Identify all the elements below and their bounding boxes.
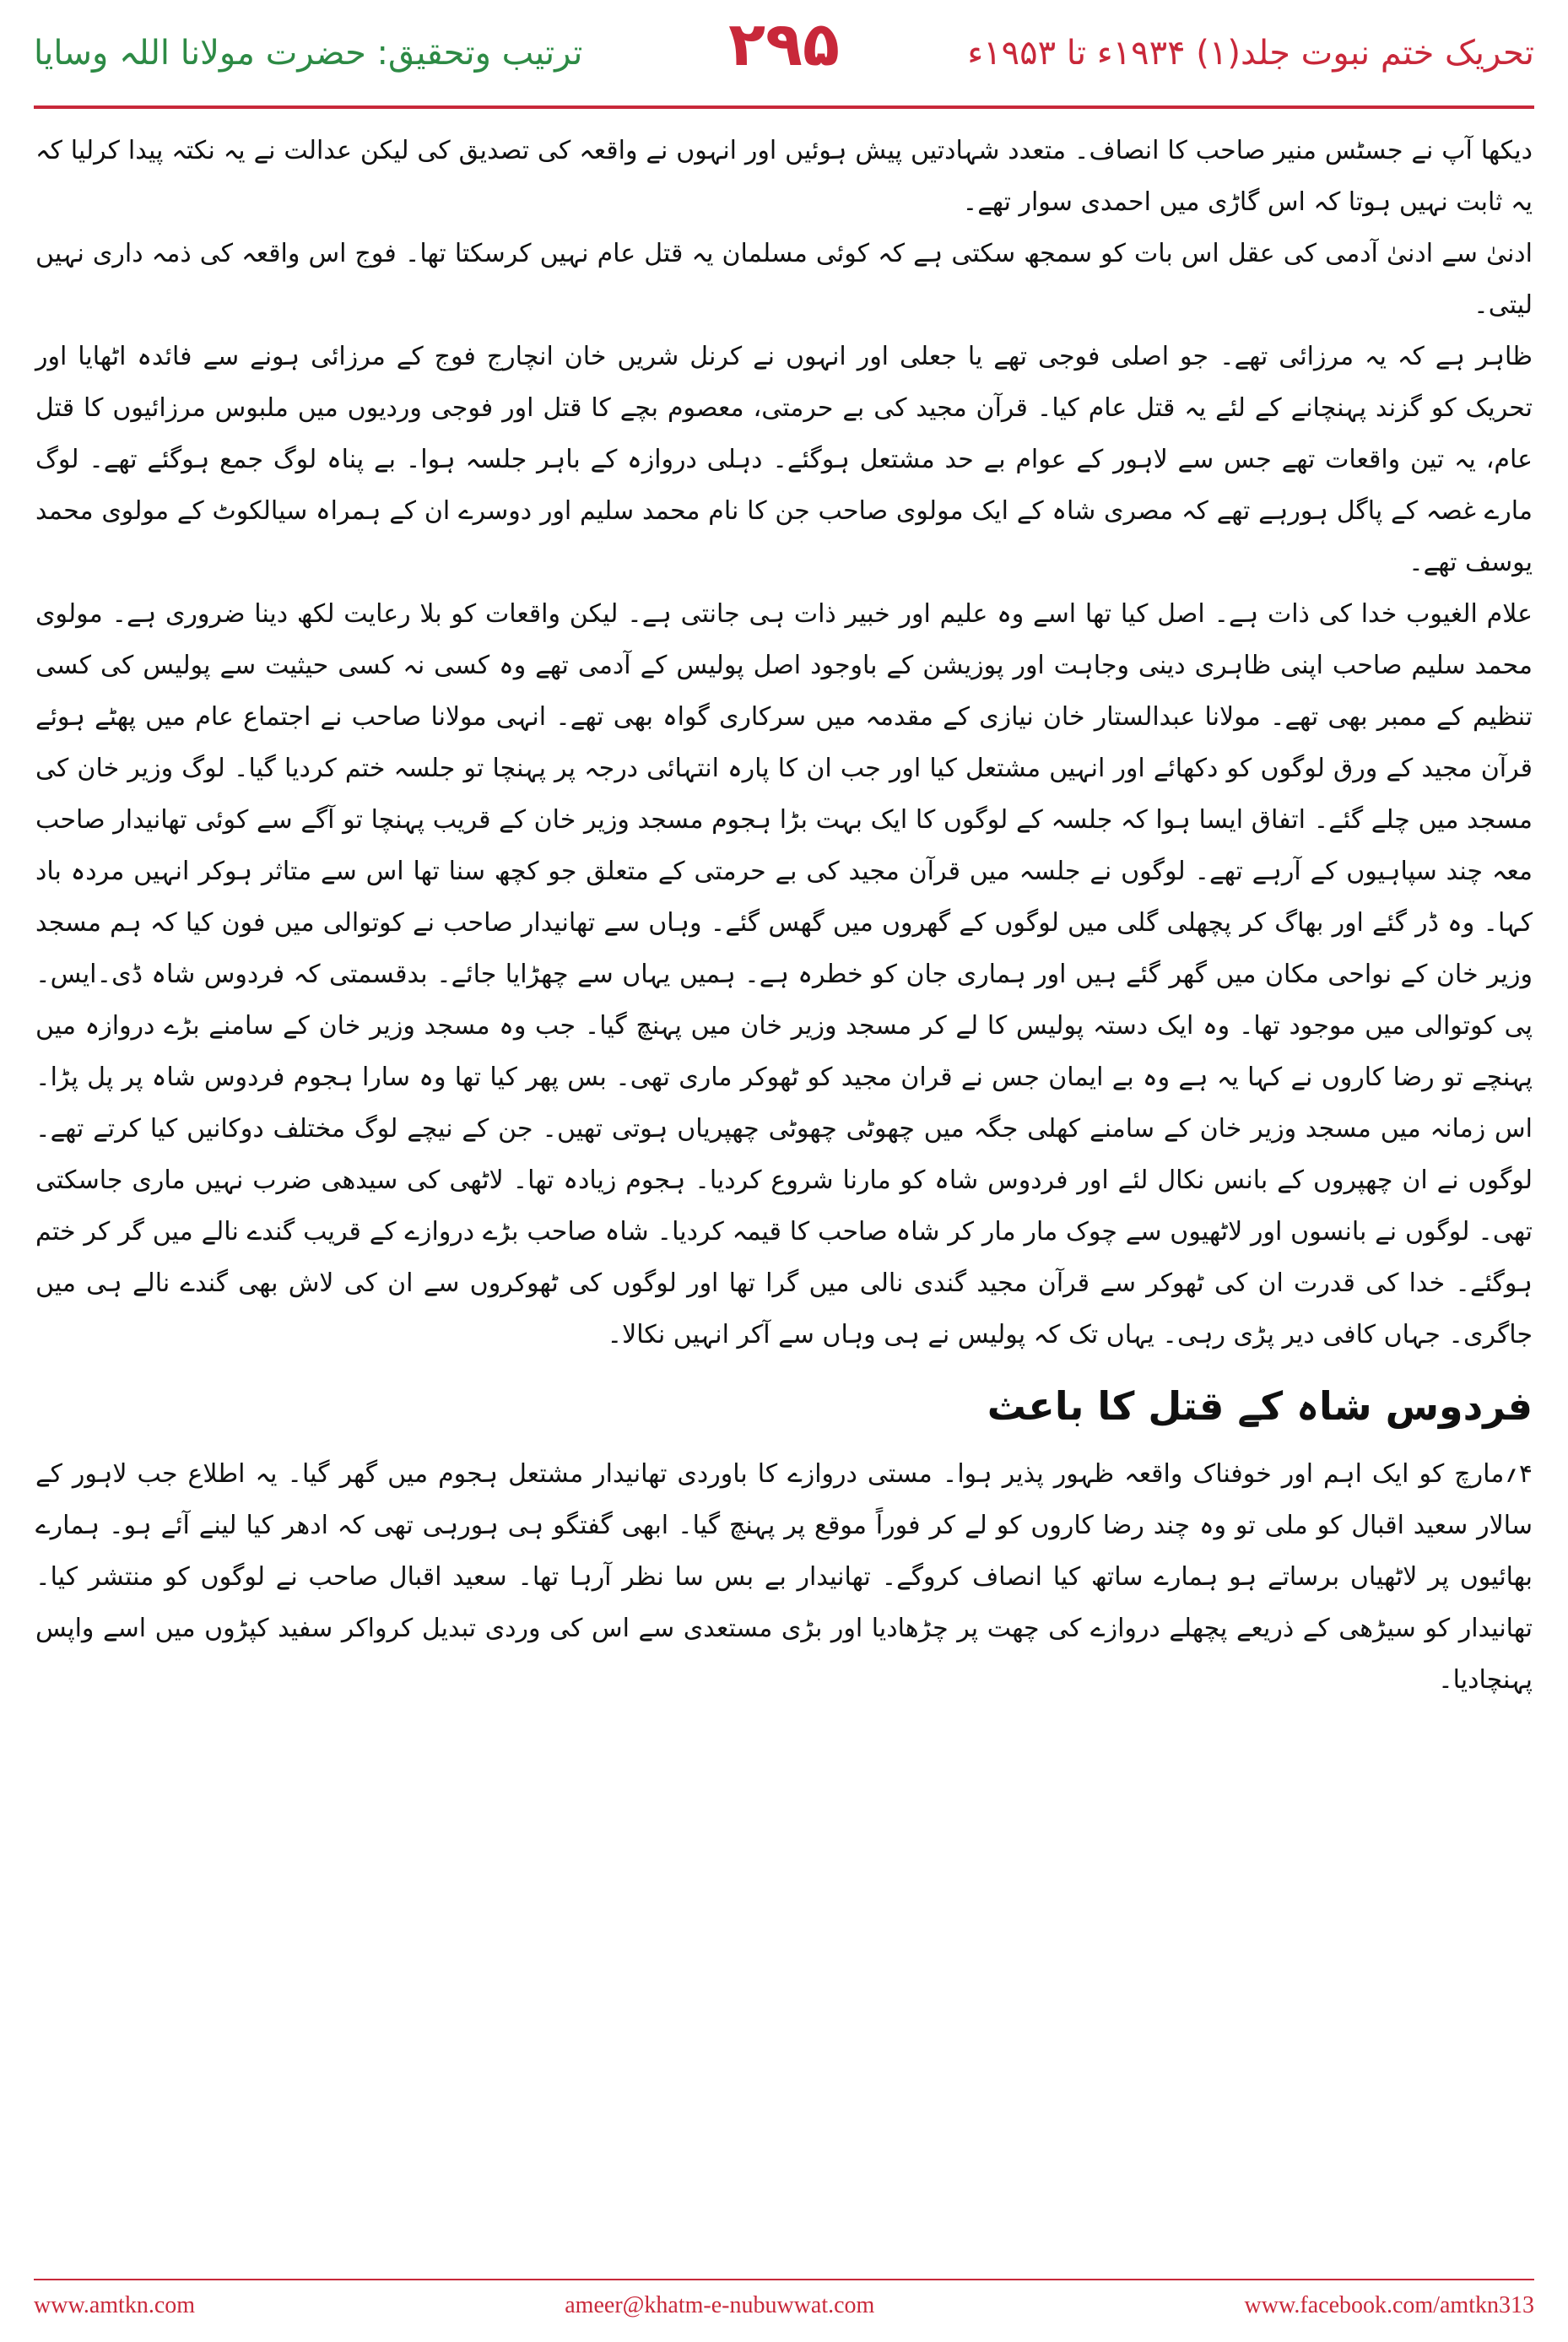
paragraph-3: ظاہر ہے کہ یہ مرزائی تھے۔ جو اصلی فوجی تھے یا جعلی اور انہوں نے کرنل شریں خان انچارج فوج کے مرزائی ہونے سے فائدہ اٹھایا اور تحریک کو گزند پہنچانے کے لئے یہ قتل عام کیا۔ قرآن مجید کی بے حرمتی، معصوم بچے کا قتل اور فوجی وردیوں میں ملبوس مرزائیوں کا قتل عام، یہ تین واقعات تھے جس سے لاہور کے عوام بے حد مشتعل ہوگئے۔ دہلی دروازہ کے باہر جلسہ ہوا۔ بے پناہ لوگ جمع ہوگئے تھے۔ لوگ مارے غصہ کے پاگل ہورہے تھے کہ مصری شاہ کے ایک مولوی صاحب جن کا نام محمد سلیم اور دوسرے ان کے ہمراہ سیالکوٹ کے مولوی محمد یوسف تھے۔ — [35, 342, 1533, 577]
email-link[interactable]: ameer@khatm-e-nubuwwat.com — [565, 2292, 875, 2318]
page-footer — [34, 2289, 1534, 2323]
footer-divider — [34, 2279, 1534, 2280]
paragraph-1: دیکھا آپ نے جسٹس منیر صاحب کا انصاف۔ متعدد شہادتیں پیش ہوئیں اور انہوں نے واقعہ کی تصدیق کی لیکن عدالت نے یہ نکتہ پیدا کرلیا کہ یہ ثابت نہیں ہوتا کہ اس گاڑی میں احمدی سوار تھے۔ — [35, 136, 1533, 217]
compiler-credit: ترتیب وتحقیق: حضرت مولانا اللہ وسایا — [34, 34, 583, 73]
paragraph-2: ادنیٰ سے ادنیٰ آدمی کی عقل اس بات کو سمجھ سکتی ہے کہ کوئی مسلمان یہ قتل عام نہیں کرسکتا تھا۔ فوج اس واقعہ کی ذمہ داری نہیں لیتی۔ — [35, 239, 1533, 320]
paragraph-4: علام الغیوب خدا کی ذات ہے۔ اصل کیا تھا اسے وہ علیم اور خبیر ذات ہی جانتی ہے۔ لیکن واقعات کو بلا رعایت لکھ دینا ضروری ہے۔ مولوی محمد سلیم صاحب اپنی ظاہری دینی وجاہت اور پوزیشن کے باوجود اصل پولیس کے آدمی تھے وہ کسی نہ کسی حیثیت سے پولیس کی کسی تنظیم کے ممبر بھی تھے۔ مولانا عبدالستار خان نیازی کے مقدمہ میں سرکاری گواہ بھی تھے۔ انہی مولانا صاحب نے اجتماع عام میں پھٹے ہوئے قرآن مجید کے ورق لوگوں کو دکھائے اور انہیں مشتعل کیا اور جب ان کا پارہ انتہائی درجہ پر پہنچا تو جلسہ ختم کردیا گیا۔ لوگ وزیر خان کی مسجد میں چلے گئے۔ اتفاق ایسا ہوا کہ جلسہ کے لوگوں کا ایک بہت بڑا ہجوم مسجد وزیر خان کے قریب پہنچا تو آگے سے کوئی تھانیدار صاحب معہ چند سپاہیوں کے آرہے تھے۔ لوگوں نے جلسہ میں قرآن مجید کی بے حرمتی کے متعلق جو کچھ سنا تھا اس سے متاثر ہوکر انہیں مردہ باد کہا۔ وہ ڈر گئے اور بھاگ کر پچھلی گلی میں لوگوں کے گھروں میں گھس گئے۔ وہاں سے تھانیدار صاحب نے کوتوالی میں فون کیا کہ ہم مسجد وزیر خان کے نواحی مکان میں گھر گئے ہیں اور ہماری جان کو خطرہ ہے۔ ہمیں یہاں سے چھڑایا جائے۔ بدقسمتی کہ فردوس شاہ ڈی۔ایس۔پی کوتوالی میں موجود تھا۔ وہ ایک دستہ پولیس کا لے کر مسجد وزیر خان میں پہنچ گیا۔ جب وہ مسجد وزیر خان کے سامنے بڑے دروازہ میں پہنچے تو رضا کاروں نے کہا یہ ہے وہ بے ایمان جس نے قران مجید کو ٹھوکر ماری تھی۔ بس پھر کیا تھا وہ سارا ہجوم فردوس شاہ پر پل پڑا۔ اس زمانہ میں مسجد وزیر خان کے سامنے کھلی جگہ میں چھوٹی چھوٹی چھپریاں ہوتی تھیں۔ جن کے نیچے لوگ مختلف دوکانیں کیا کرتے تھے۔ لوگوں نے ان چھپروں کے بانس نکال لئے اور فردوس شاہ کو مارنا شروع کردیا۔ ہجوم زیادہ تھا۔ لاٹھی کی سیدھی ضرب نہیں ماری جاسکتی تھی۔ لوگوں نے بانسوں اور لاٹھیوں سے چوک مار مار کر شاہ صاحب کا قیمہ کردیا۔ شاہ صاحب بڑے دروازے کے قریب گندے نالے میں گر کر ختم ہوگئے۔ خدا کی قدرت ان کی ٹھوکر سے قرآن مجید گندی نالی میں گرا تھا اور لوگوں کی ٹھوکروں سے ان کی لاش بھی گندے نالے ہی میں جاگری۔ جہاں کافی دیر پڑی رہی۔ یہاں تک کہ پولیس نے ہی وہاں سے آکر انہیں نکالا۔ — [35, 599, 1533, 1349]
website-link[interactable]: www.amtkn.com — [34, 2292, 196, 2318]
page-body — [35, 125, 1533, 1706]
page-header — [0, 0, 1568, 101]
paragraph-5: ۴؍مارچ کو ایک اہم اور خوفناک واقعہ ظہور پذیر ہوا۔ مستی دروازے کا باوردی تھانیدار مشتعل ہجوم میں گھر گیا۔ یہ اطلاع جب لاہور کے سالار سعید اقبال کو ملی تو وہ چند رضا کاروں کو لے کر فوراً موقع پر پہنچ گیا۔ ابھی گفتگو ہی ہورہی تھی کہ ادھر کیا لینے آئے ہو۔ ہمارے بھائیوں پر لاٹھیاں برساتے ہو ہمارے ساتھ کیا انصاف کروگے۔ تھانیدار بے بس سا نظر آرہا تھا۔ سعید اقبال صاحب نے لوگوں کو منتشر کیا۔ تھانیدار کو سیڑھی کے ذریعے پچھلے دروازے کی چھت پر چڑھادیا اور بڑی مستعدی سے اس کی وردی تبدیل کرواکر سفید کپڑوں میں اسے واپس پہنچادیا۔ — [35, 1459, 1533, 1695]
header-divider — [34, 105, 1534, 109]
facebook-link[interactable]: www.facebook.com/amtkn313 — [1244, 2292, 1534, 2318]
book-title: تحریک ختم نبوت جلد(۱) ۱۹۳۴ء تا ۱۹۵۳ء — [967, 34, 1534, 73]
section-heading: فردوس شاہ کے قتل کا باعث — [987, 1383, 1533, 1429]
page-number: ۲۹۵ — [728, 8, 840, 79]
